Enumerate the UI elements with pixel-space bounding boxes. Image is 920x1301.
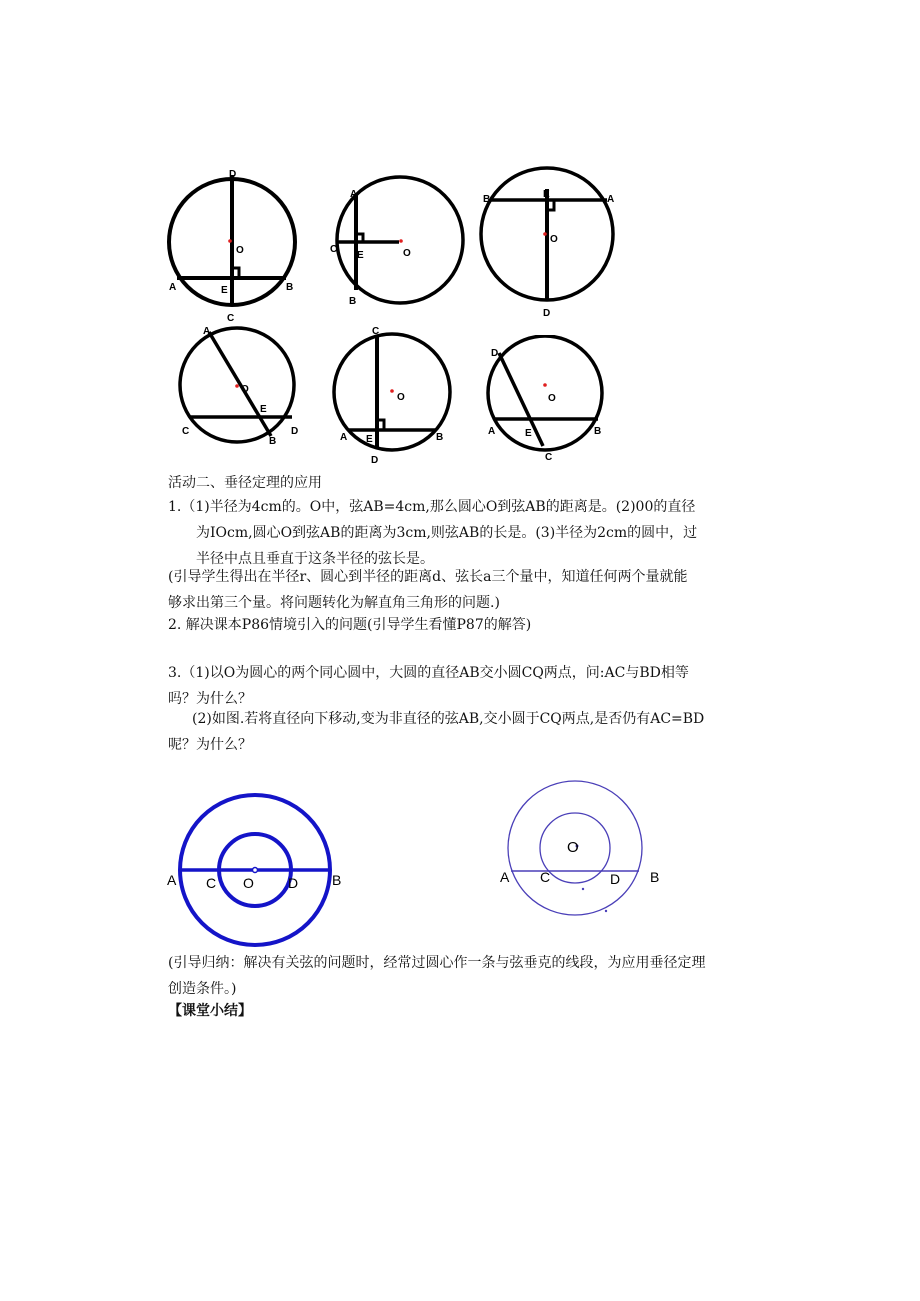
label-D: D [371, 455, 379, 466]
label-O: O [243, 875, 254, 891]
question-1-line-1: 1.（1)半径为4cm的。O中，弦AB=4cm,那么圆心O到弦AB的距离是。(2)00的直径 [168, 499, 696, 515]
circle-diagram-2 [325, 172, 475, 317]
label-D: D [288, 875, 299, 891]
teaching-note-2-line-2: 创造条件。) [168, 981, 237, 997]
label-E: E [525, 428, 532, 439]
teaching-note-1-line-2: 够求出第三个量。将问题转化为解直角三角形的问题.) [168, 595, 500, 611]
label-B: B [436, 432, 444, 443]
question-1-line-2: 为IOcm,圆心O到弦AB的距离为3cm,则弦AB的长是。(3)半径为2cm的圆中，过 [196, 525, 698, 541]
question-1-line-3: 半径中点且垂直于这条半径的弦长是。 [196, 551, 434, 567]
label-A: A [203, 326, 211, 337]
label-B: B [349, 296, 357, 307]
label-A: A [500, 869, 510, 885]
label-E: E [221, 285, 228, 296]
label-A: A [167, 872, 177, 888]
label-O: O [236, 245, 244, 256]
circle-diagram-1 [160, 165, 310, 330]
label-O: O [241, 384, 249, 395]
label-D: D [610, 871, 621, 887]
circle-diagram-3 [475, 160, 630, 320]
teaching-note-1-line-1: (引导学生得出在半径r、圆心到半径的距离d、弦长a三个量中，知道任何两个量就能 [168, 569, 688, 585]
question-3-line-2: 吗？为什么？ [168, 691, 252, 707]
label-D: D [229, 169, 237, 180]
label-C: C [540, 869, 551, 885]
label-E: E [260, 404, 267, 415]
label-B: B [269, 436, 277, 445]
concentric-circles-diameter [160, 785, 360, 950]
label-O: O [397, 392, 405, 403]
label-C: C [545, 452, 553, 463]
label-C: C [206, 875, 217, 891]
teaching-note-2 [168, 950, 788, 1002]
question-3-part-2-line-2: 呢？为什么？ [168, 737, 252, 753]
label-B: B [332, 872, 342, 888]
label-C: C [227, 313, 235, 324]
label-A: A [350, 189, 358, 200]
section-title: 活动二、垂径定理的应用 [168, 475, 322, 491]
label-C: C [372, 326, 380, 337]
label-D: D [543, 308, 551, 319]
teaching-note-2-line-1: (引导归纳：解决有关弦的问题时，经常过圆心作一条与弦垂克的线段，为应用垂径定理 [168, 955, 706, 971]
question-3 [168, 660, 788, 712]
label-B: B [594, 426, 602, 437]
label-B: B [483, 194, 491, 205]
label-D: D [491, 348, 499, 359]
circle-diagram-5 [330, 322, 455, 467]
concentric-circles-chord [495, 770, 670, 935]
label-C: C [182, 426, 190, 437]
circle-diagram-4 [175, 320, 310, 445]
label-A: A [169, 282, 177, 293]
label-B: B [286, 282, 294, 293]
circle-diagram-6 [480, 335, 610, 465]
label-O: O [567, 839, 579, 856]
label-O: O [548, 393, 556, 404]
question-3-part-2-line-1: (2)如图.若将直径向下移动,变为非直径的弦AB,交小圆于CQ两点,是否仍有AC=BD [192, 711, 705, 727]
label-C: C [330, 244, 338, 255]
question-3-line-1: 3.（1)以O为圆心的两个同心圆中，大圆的直径AB交小圆CQ两点，问:AC与BD相等 [168, 665, 689, 681]
class-summary-heading: 【课堂小结】 [168, 1003, 252, 1019]
label-E: E [543, 189, 550, 200]
label-E: E [357, 250, 364, 261]
question-1 [168, 494, 778, 572]
label-A: A [340, 432, 348, 443]
question-3-part-2 [168, 706, 788, 758]
label-B: B [650, 869, 660, 885]
label-D: D [291, 426, 299, 437]
teaching-note-1 [168, 564, 788, 616]
label-E: E [366, 434, 373, 445]
label-A: A [488, 426, 496, 437]
label-A: A [607, 194, 615, 205]
question-2: 2. 解决课本P86情境引入的问题(引导学生看懂P87的解答) [168, 617, 532, 633]
label-O: O [550, 234, 558, 245]
label-O: O [403, 248, 411, 259]
